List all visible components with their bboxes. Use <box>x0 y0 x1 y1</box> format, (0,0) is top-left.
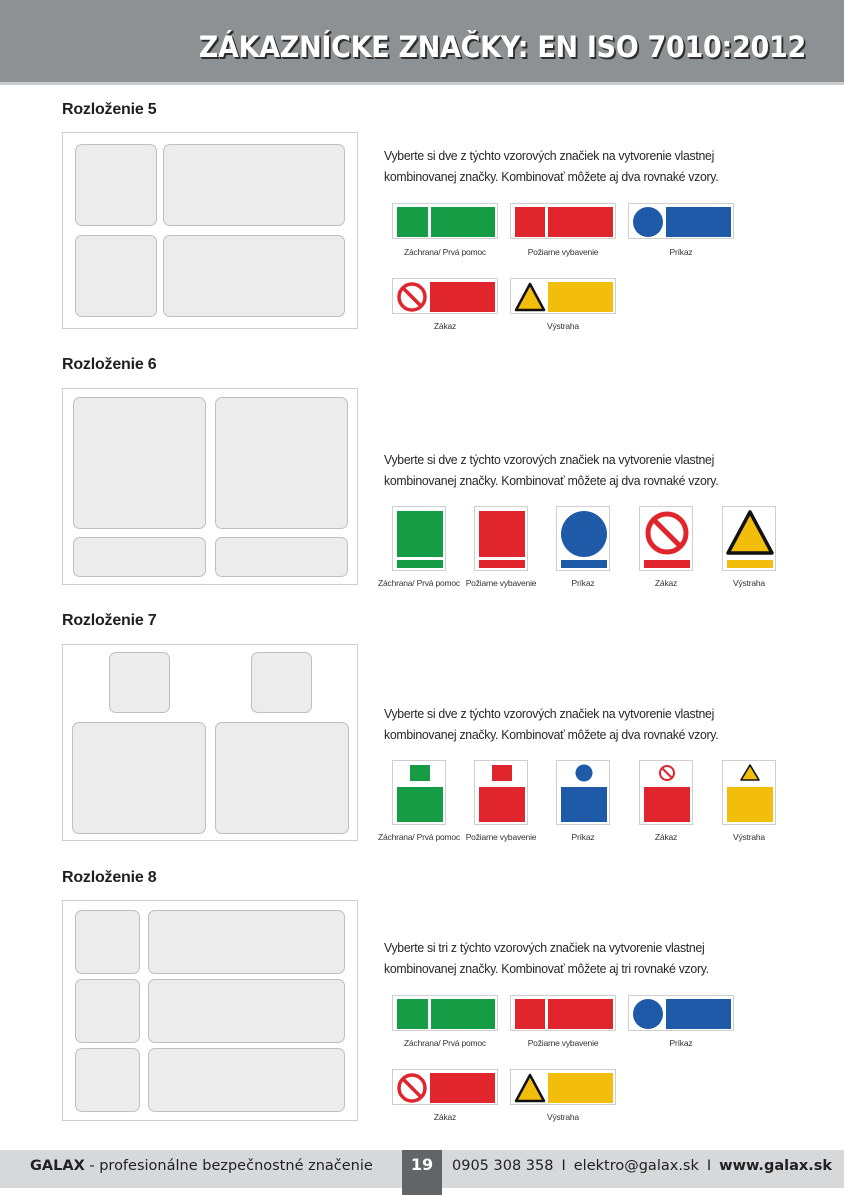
section-title-layout-7: Rozloženie 7 <box>62 612 157 629</box>
header-divider <box>0 82 844 85</box>
sample-caption: Výstraha <box>733 578 765 588</box>
brand-tagline: - profesionálne bezpečnostné značenie <box>84 1158 373 1174</box>
sample-caption: Výstraha <box>733 832 765 842</box>
sample-caption: Výstraha <box>547 321 579 331</box>
layout-slot <box>163 144 345 226</box>
layout-6-preview <box>62 388 358 585</box>
email-link[interactable]: elektro@galax.sk <box>573 1158 699 1174</box>
sample-mandatory-wide <box>628 203 734 239</box>
sample-caption: Záchrana/ Prvá pomoc <box>378 578 460 588</box>
separator: I <box>706 1158 712 1174</box>
sample-caption: Príkaz <box>669 1038 693 1048</box>
layout-slot <box>73 397 206 529</box>
layout-8-description: Vyberte si tri z týchto vzorových značiek na vytvorenie vlastnej kombinovanej značky. Kombinovať môžete aj tri rovnaké vzory. <box>384 940 709 976</box>
sample-mandatory-wide <box>628 995 734 1031</box>
sample-caption: Zákaz <box>654 832 678 842</box>
layout-slot <box>109 652 170 713</box>
sample-prohibition-tall <box>639 506 693 571</box>
layout-6-description: Vyberte si dve z týchto vzorových značiek na vytvorenie vlastnej kombinovanej značky. Kombinovať môžete aj dva rovnaké vzory. <box>384 452 719 488</box>
layout-slot <box>72 722 206 834</box>
sample-caption: Požiarne vybavenie <box>465 578 537 588</box>
website-link[interactable]: www.galax.sk <box>719 1158 832 1174</box>
layout-slot <box>75 1048 140 1112</box>
layout-slot <box>148 979 345 1043</box>
brand-name: GALAX <box>30 1158 85 1174</box>
sample-rescue-wide <box>392 995 498 1031</box>
layout-slot <box>163 235 345 317</box>
section-title-layout-5: Rozloženie 5 <box>62 101 157 118</box>
sample-fire-tall <box>474 506 528 571</box>
sample-caption: Zákaz <box>654 578 678 588</box>
sample-rescue-wide <box>392 203 498 239</box>
section-title-layout-8: Rozloženie 8 <box>62 869 157 886</box>
layout-slot <box>73 537 206 577</box>
sample-caption: Zákaz <box>433 321 457 331</box>
layout-slot <box>148 910 345 974</box>
layout-slot <box>215 397 348 529</box>
sample-caption: Príkaz <box>571 578 595 588</box>
sample-prohibition-wide <box>392 278 498 314</box>
sample-rescue-tall <box>392 506 446 571</box>
sample-warning-tall <box>722 506 776 571</box>
layout-slot <box>215 722 349 834</box>
layout-5-description: Vyberte si dve z týchto vzorových značiek na vytvorenie vlastnej kombinovanej značky. Kombinovať môžete aj dva rovnaké vzory. <box>384 148 719 184</box>
page-number: 19 <box>410 1155 434 1174</box>
sample-fire-stacked <box>474 760 528 825</box>
phone-number: 0905 308 358 <box>452 1158 554 1174</box>
layout-slot <box>75 910 140 974</box>
layout-slot <box>75 144 157 226</box>
section-title-layout-6: Rozloženie 6 <box>62 356 157 373</box>
sample-fire-wide <box>510 995 616 1031</box>
sample-caption: Záchrana/ Prvá pomoc <box>404 1038 486 1048</box>
sample-prohibition-stacked <box>639 760 693 825</box>
sample-mandatory-stacked <box>556 760 610 825</box>
sample-fire-wide <box>510 203 616 239</box>
sample-caption: Záchrana/ Prvá pomoc <box>404 247 486 257</box>
sample-caption: Požiarne vybavenie <box>527 1038 599 1048</box>
sample-warning-wide <box>510 278 616 314</box>
footer-brand <box>30 1158 373 1174</box>
layout-slot <box>75 235 157 317</box>
layout-slot <box>251 652 312 713</box>
layout-8-preview <box>62 900 358 1121</box>
sample-caption: Záchrana/ Prvá pomoc <box>378 832 460 842</box>
footer-contacts <box>452 1158 832 1174</box>
sample-caption: Príkaz <box>571 832 595 842</box>
sample-caption: Požiarne vybavenie <box>527 247 599 257</box>
separator: I <box>561 1158 566 1174</box>
sample-caption: Zákaz <box>433 1112 457 1122</box>
layout-7-preview <box>62 644 358 841</box>
layout-slot <box>75 979 140 1043</box>
layout-5-preview <box>62 132 358 329</box>
layout-slot <box>215 537 348 577</box>
sample-caption: Príkaz <box>669 247 693 257</box>
page-title: ZÁKAZNÍCKE ZNAČKY: EN ISO 7010:2012 <box>198 30 806 64</box>
sample-caption: Výstraha <box>547 1112 579 1122</box>
layout-slot <box>148 1048 345 1112</box>
sample-warning-wide <box>510 1069 616 1105</box>
sample-rescue-stacked <box>392 760 446 825</box>
sample-caption: Požiarne vybavenie <box>465 832 537 842</box>
sample-mandatory-tall <box>556 506 610 571</box>
sample-prohibition-wide <box>392 1069 498 1105</box>
sample-warning-stacked <box>722 760 776 825</box>
layout-7-description: Vyberte si dve z týchto vzorových značiek na vytvorenie vlastnej kombinovanej značky. Kombinovať môžete aj dva rovnaké vzory. <box>384 706 719 742</box>
